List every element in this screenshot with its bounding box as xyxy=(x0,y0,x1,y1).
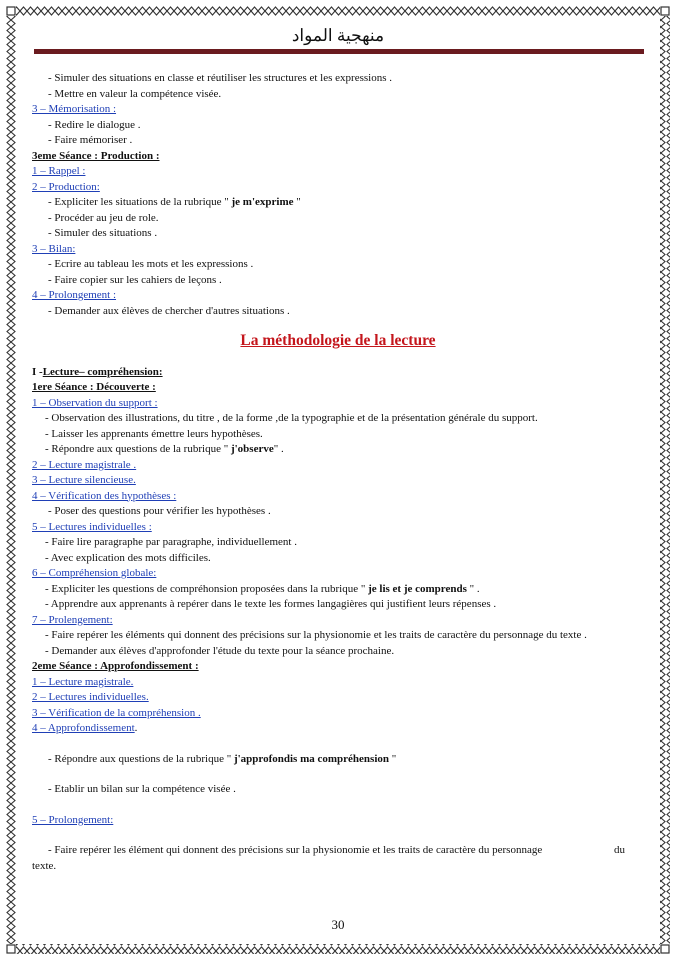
text-line: - Simuler des situations en classe et réutiliser les structures et les expressions . xyxy=(48,72,392,84)
text-line: - Simuler des situations . xyxy=(48,227,158,239)
verification-link[interactable]: 4 – Vérification des hypothèses : xyxy=(32,489,177,502)
text-line: - Faire repérer les éléments qui donnent des précisions sur la physionomie et les traits de caractère du personnage du texte . xyxy=(45,629,587,641)
page-header-title: منهجية المواد xyxy=(291,26,385,45)
text-line: - Répondre aux questions de la rubrique " j'observe" . xyxy=(45,443,284,455)
text-line: - Avec explication des mots difficiles. xyxy=(45,551,211,564)
text-line: - Expliciter les questions de compréhonsion proposées dans la rubrique " je lis et je comprends " . xyxy=(45,582,480,595)
header-divider xyxy=(34,49,644,54)
page-number: 30 xyxy=(331,917,345,932)
prolengement-link[interactable]: 7 – Prolengement: xyxy=(32,613,113,626)
memorisation-link[interactable]: 3 – Mémorisation : xyxy=(32,103,117,115)
text-line: - Faire repérer les élément qui donnent des précisions sur la physionomie et les traits de caractère du personnage du xyxy=(48,844,625,856)
seance2-lecture-magistrale-link[interactable]: 1 – Lecture magistrale. xyxy=(32,675,134,688)
section-title: La méthodologie de la lecture xyxy=(240,332,436,349)
text-line: - Expliciter les situations de la rubrique " je m'exprime " xyxy=(48,196,301,208)
text-line: - Demander aux élèves d'approfonder l'étude du texte pour la séance prochaine. xyxy=(45,644,395,657)
text-line: - Faire copier sur les cahiers de leçons . xyxy=(48,273,222,286)
text-line: texte. xyxy=(32,859,57,872)
text-line: - Mettre en valeur la compétence visée. xyxy=(48,87,222,100)
production-link[interactable]: 2 – Production: xyxy=(32,180,100,193)
text-line: - Ecrire au tableau les mots et les expressions . xyxy=(48,258,254,270)
prolongement-link[interactable]: 4 – Prolongement : xyxy=(32,289,117,301)
text-line: - Laisser les apprenants émettre leurs hypothèses. xyxy=(45,427,263,440)
text-line: - Apprendre aux apprenants à repérer dans le texte les formes langagières qui justifient leurs répenses . xyxy=(45,598,497,610)
prolongement2-link[interactable]: 5 – Prolongement: xyxy=(32,813,114,826)
text-line: - Poser des questions pour vérifier les hypothèses . xyxy=(48,505,271,517)
seance1-heading: 1ere Séance : Découverte : xyxy=(32,381,156,393)
text-line: - Demander aux élèves de chercher d'autres situations . xyxy=(48,304,290,317)
approfondissement-link[interactable]: 4 – Approfondissement xyxy=(32,722,135,734)
text-line: - Faire lire paragraphe par paragraphe, individuellement . xyxy=(45,536,297,548)
page-content: - Simuler des situations en classe et réutiliser les structures et les expressions . - Mettre en valeur la compétence visée. 3 – Mémorisation : - Redire le dialogue . - Faire mémoriser . 3eme Séance : Production : 1 – Rappel : 2 – Production: - Expliciter les situations de la rubrique " je m'exprime " - Procéder au jeu de role. - Simuler des situations . 3 – Bilan: - Ecrire au tableau les mots et les expressions . - Faire copier sur les cahiers de leçons . 4 – Prolongement : - Demander aux élèves de chercher d'autres situations . La méthodologie de la lecture I -Lecture– compréhension: 1ere Séance : Découverte : 1 – Observation du support : - Observation des illustrations, du titre , de la forme ,de la typographie et de la présentation générale du support. - Laisser les apprenants émettre leurs hypothèses. - Répondre aux questions de la rubrique " j'observe" . 2 – Lecture magistrale . 3 – Lecture silencieuse. 4 – Vérification des hypothèses : - Poser des questions pour vérifier les hypothèses . 5 – Lectures individuelles : - Faire lire paragraphe par paragraphe, individuellement . - Avec explication des mots difficiles. 6 – Compréhension globale: - Expliciter les questions de compréhonsion proposées dans la rubrique " je lis et je comprends " . - Apprendre aux apprenants à repérer dans le texte les formes langagières qui justifient leurs répenses . 7 – Prolengement: - Faire repérer les éléments qui donnent des précisions sur la physionomie et les traits de caractère du personnage du texte . - Demander aux élèves d'approfonder l'étude du texte pour la séance prochaine. 2eme Séance : Approfondissement : 1 – Lecture magistrale. 2 – Lectures individuelles. 3 – Vérification de la compréhension . 4 – Approfondissement. - Répondre aux questions de la rubrique " j'approfondis ma compréhension " - Etablir un bilan sur la compétence visée . 5 – Prolongement: - Faire repérer les élément qui donnent des précisions sur la physionomie et les traits de caractère du personnage du texte. xyxy=(32,71,644,874)
lecture-magistrale-link[interactable]: 2 – Lecture magistrale . xyxy=(32,458,137,471)
rappel-link[interactable]: 1 – Rappel : xyxy=(32,165,86,177)
text-line: - Faire mémoriser . xyxy=(48,134,133,146)
lecture-silencieuse-link[interactable]: 3 – Lecture silencieuse. xyxy=(32,474,136,486)
seance2-heading: 2eme Séance : Approfondissement : xyxy=(32,660,199,672)
seance2-verification-link[interactable]: 3 – Vérification de la compréhension . xyxy=(32,706,201,719)
text-line: - Etablir un bilan sur la compétence visée . xyxy=(48,783,236,795)
seance2-lectures-individuelles-link[interactable]: 2 – Lectures individuelles. xyxy=(32,691,149,703)
text-line: - Procéder au jeu de role. xyxy=(48,211,159,224)
observation-link[interactable]: 1 – Observation du support : xyxy=(32,396,158,409)
text-line: - Observation des illustrations, du titre , de la forme ,de la typographie et de la présentation générale du support. xyxy=(45,412,538,424)
bilan-link[interactable]: 3 – Bilan: xyxy=(32,242,76,255)
lectures-individuelles-link[interactable]: 5 – Lectures individuelles : xyxy=(32,520,152,533)
part-heading: I -Lecture– compréhension: xyxy=(32,365,163,378)
text-line: - Redire le dialogue . xyxy=(48,118,141,131)
text-line: - Répondre aux questions de la rubrique " j'approfondis ma compréhension " xyxy=(48,752,397,765)
seance3-heading: 3eme Séance : Production : xyxy=(32,149,160,162)
comprehension-link[interactable]: 6 – Compréhension globale: xyxy=(32,567,157,579)
